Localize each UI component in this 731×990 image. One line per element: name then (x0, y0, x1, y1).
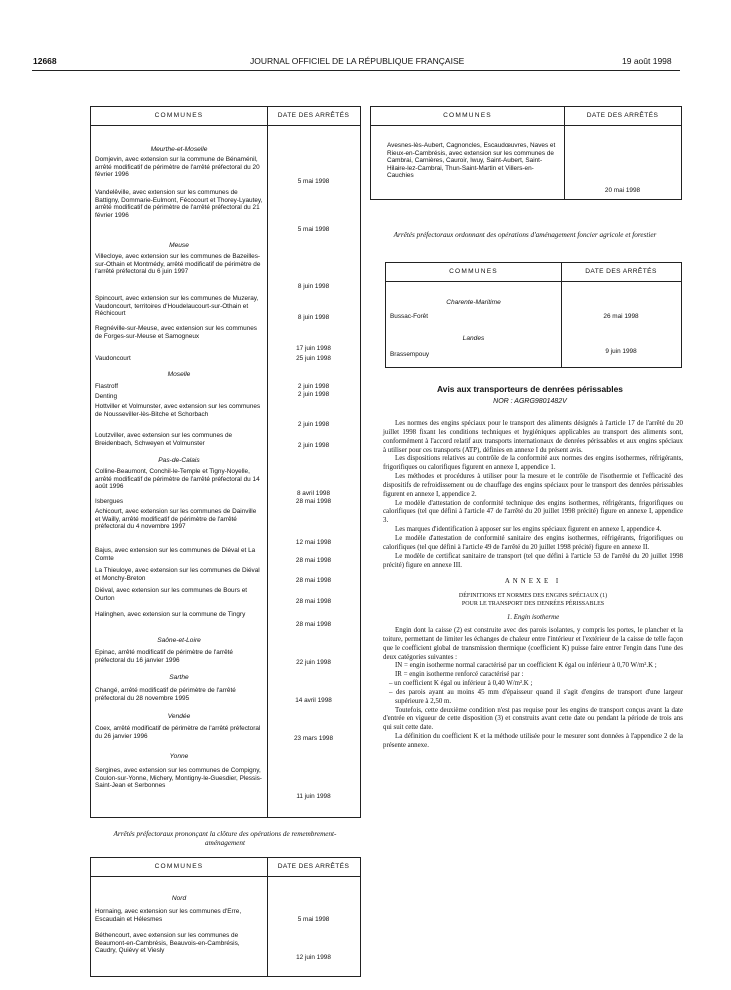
paragraph: IR = engin isotherme renforcé caractérisé par : (395, 671, 524, 679)
list-item: – des parois ayant au moins 45 mm d'épaisseur quand il s'agit d'engins de transport d'une largeur supérieure à 2,50 m. (389, 688, 683, 705)
row-date: 26 mai 1998 (603, 313, 639, 320)
avis-title: Avis aux transporteurs de denrées périssables (437, 384, 623, 394)
section-label: Nord (171, 895, 187, 902)
table-row: Brassempouy (390, 351, 430, 358)
row-date: 11 juin 1998 (296, 793, 331, 800)
row-date: 2 juin 1998 (297, 383, 330, 390)
row-date: 8 juin 1998 (297, 283, 330, 290)
paragraph: Les normes des engins spéciaux pour le transport des aliments désignés à l'article 17 de l'arrêté du 20 juillet 1998 fixant les conditions techniques et hygiéniques applicables au transport des aliments sont, conformément à l'accord relatif aux transports internationaux de denrées périssables et aux engins spéciaux à utiliser pour ces transports (ATP), définies en annexe I du présent avis. (383, 420, 683, 454)
row-date: 12 mai 1998 (295, 539, 332, 546)
avis-nor: NOR : AGRG9801482V (493, 398, 567, 405)
paragraph: La définition du coefficient K et la méthode utilisée pour le mesurer sont données à l'appendice 2 de la présente annexe. (383, 733, 683, 749)
section-label: Charente-Maritime (446, 299, 501, 306)
row-date: 28 mai 1998 (295, 498, 332, 505)
col-header-date: DATE DES ARRÊTÉS (561, 263, 681, 282)
col-header-communes: COMMUNES (91, 107, 267, 126)
row-date: 9 juin 1998 (605, 348, 637, 355)
table-cloture (90, 857, 361, 977)
row-date: 14 avril 1998 (295, 697, 332, 704)
row-date: 28 mai 1998 (295, 577, 332, 584)
section-label: Yonne (169, 753, 189, 760)
table-row: Denting (95, 393, 118, 400)
row-date: 22 juin 1998 (296, 659, 331, 666)
paragraph: Le modèle de certificat sanitaire de transport (tel que défini à l'article 53 de l'arrêté du 20 juillet 1998 précité) figure en annexe III. (383, 552, 683, 569)
row-date: 17 juin 1998 (296, 345, 331, 352)
section-title: 1. Engin isotherme (506, 614, 560, 622)
table-row: Vaudoncourt (95, 355, 131, 362)
col-header-date: DATE DES ARRÊTÉS (267, 107, 360, 126)
row-date: 28 mai 1998 (295, 598, 332, 605)
column-divider (267, 107, 268, 817)
row-date: 5 mai 1998 (297, 178, 330, 185)
paragraph: Les marques d'identification à apposer sur les engins spéciaux figurent en annexe I, appendice 4. (395, 526, 662, 534)
annexe-subtitle: POUR LE TRANSPORT DES DENRÉES PÉRISSABLES (461, 600, 605, 607)
col-header-communes: COMMUNES (371, 107, 564, 126)
caption-cloture: Arrêtés préfectoraux prononçant la clôture des opérations de remembrement-aménagement (113, 830, 337, 847)
paragraph: Engin dont la caisse (2) est construite avec des parois isolantes, y compris les portes, le plancher et la toiture, permettant de limiter les échanges de chaleur entre l'intérieur et l'extérieur de la caisse de telle façon que le coefficient global de transmission thermique (coefficient K) puisse faire entrer l'engin dans l'une des deux catégories suivantes : (383, 627, 683, 661)
avis-body (383, 420, 683, 751)
section-label: Meurthe-et-Moselle (150, 146, 208, 153)
table-cloture-cont (370, 106, 682, 200)
table-row: Villecloye, avec extension sur les communes de Bazeilles-sur-Othain et Montmédy, arrêté modificatif de périmètre de l'arrêté préfectoral du 6 juin 1997 (95, 253, 261, 276)
section-label: Pas-de-Calais (158, 457, 200, 464)
paragraph: IN = engin isotherme normal caractérisé par un coefficient K égal ou inférieur à 0,70 W/m².K ; (395, 662, 657, 670)
table-row: Hottviller et Volmunster, avec extension sur les communes de Nousseviller-lès-Bitche et Schorbach (95, 403, 261, 418)
section-label: Saône-et-Loire (157, 637, 201, 644)
list-item-text: un coefficient K égal ou inférieur à 0,40 W/m².K ; (394, 680, 533, 688)
table-row: Flastroff (95, 383, 118, 390)
row-date: 2 juin 1998 (297, 421, 330, 428)
section-label: Landes (462, 335, 485, 342)
row-date: 8 juin 1998 (297, 314, 330, 321)
paragraph: Le modèle d'attestation de conformité sanitaire des engins isothermes, réfrigérants, frigorifiques ou calorifiques (tel que défini à l'article 49 de l'arrêté du 20 juillet 1998 précité) figure en annexe II. (383, 534, 683, 551)
row-date: 12 juin 1998 (296, 954, 331, 961)
header-date: 19 août 1998 (622, 56, 672, 66)
row-date: 2 juin 1998 (297, 442, 330, 449)
row-date: 25 juin 1998 (296, 355, 331, 362)
table-row: La Thieuloye, avec extension sur les communes de Diéval et Monchy-Breton (95, 567, 260, 582)
list-item-text: des parois ayant au moins 45 mm d'épaisseur quand il s'agit d'engins de transport d'une largeur supérieure à 2,50 m. (395, 688, 683, 705)
table-row: Bussac-Forêt (390, 313, 429, 320)
table-row: Halinghen, avec extension sur la commune de Tingry (95, 611, 246, 618)
paragraph: Les dispositions relatives au contrôle de la conformité aux normes des engins isothermes, réfrigérants, frigorifiques ou calorifiques figurent en annexe I, appendice 1. (383, 455, 683, 472)
table-row: Spincourt, avec extension sur les communes de Muzeray, Vaudoncourt, territoires d'Houdelaucourt-sur-Othain et Réchicourt (95, 295, 259, 318)
table-row: Epinac, arrêté modificatif de périmètre de l'arrêté préfectoral du 16 janvier 1996 (95, 649, 233, 664)
row-date: 2 juin 1998 (297, 391, 330, 398)
table-row: Avesnes-lès-Aubert, Cagnoncles, Escaudœuvres, Naves et Rieux-en-Cambrésis, avec extension sur les communes de Cambrai, Carnières, Cauroir, Iwuy, Saint-Aubert, Saint-Hilaire-lez-Cambrai, Thun-Saint-Martin et Villers-en-Cauchies (387, 142, 556, 180)
row-date: 23 mars 1998 (293, 735, 334, 742)
col-header-communes: COMMUNES (386, 263, 561, 282)
caption-amenagement: Arrêtés préfectoraux ordonnant des opérations d'aménagement foncier agricole et forestier (393, 231, 657, 239)
paragraph: Toutefois, cette deuxième condition n'est pas requise pour les engins de transport conçus avant la date d'entrée en vigueur de cette disposition (3) et construits avant cette date ou pendant la période de trois ans qui suit cette date. (383, 706, 683, 732)
table-row: Coex, arrêté modificatif de périmètre de l'arrêté préfectoral du 26 janvier 1996 (95, 725, 261, 740)
table-row: Diéval, avec extension sur les communes de Bours et Ourton (95, 587, 248, 602)
table-row: Domjevin, avec extension sur la commune de Bénaménil, arrêté modificatif de périmètre de l'arrêté préfectoral du 20 février 1996 (95, 156, 260, 179)
table-row: Vandelêville, avec extension sur les communes de Battigny, Dommarie-Eulmont, Fécocourt et Thorey-Lyautey, arrêté modificatif de périmètre de l'arrêté préfectoral du 21 février 1996 (95, 189, 263, 219)
col-header-date: DATE DES ARRÊTÉS (564, 107, 681, 126)
column-divider (564, 107, 565, 199)
header-rule (32, 70, 680, 71)
table-row: Colline-Beaumont, Conchil-le-Temple et Tigny-Noyelle, arrêté modificatif de périmètre de l'arrêté préfectoral du 14 août 1996 (95, 468, 260, 491)
table-amenagement (385, 262, 682, 368)
col-header-date: DATE DES ARRÊTÉS (267, 858, 360, 877)
paragraph: Les méthodes et procédures à utiliser pour la mesure et le contrôle de l'isothermie et l'efficacité des dispositifs de refroidissement ou de chauffage des engins spéciaux pour le transport des denrées périssables figurent en annexe I, appendice 2. (383, 473, 683, 498)
table-row: Sergines, avec extension sur les communes de Compigny, Coulon-sur-Yonne, Michery, Montigny-le-Guesdier, Plessis-Saint-Jean et Serbonnes (95, 767, 262, 790)
table-row: Bajus, avec extension sur les communes de Diéval et La Comte (95, 547, 256, 562)
list-item: – un coefficient K égal ou inférieur à 0,40 W/m².K ; (389, 680, 533, 688)
table-row: Regnéville-sur-Meuse, avec extension sur les communes de Forges-sur-Meuse et Samogneux (95, 325, 257, 340)
table-row: Changé, arrêté modificatif de périmètre de l'arrêté préfectoral du 28 novembre 1995 (95, 687, 236, 702)
page-header (0, 56, 731, 68)
annexe-subtitle: DÉFINITIONS ET NORMES DES ENGINS SPÉCIAUX (1) (458, 593, 608, 600)
row-date: 5 mai 1998 (297, 916, 330, 923)
table-row: Isbergues (95, 498, 124, 505)
table-row: Achicourt, avec extension sur les communes de Dainville et Wailly, arrêté modificatif de périmètre de l'arrêté préfectoral du 4 novembre 1997 (95, 508, 257, 531)
page-number: 12668 (33, 56, 57, 66)
col-header-communes: COMMUNES (91, 858, 267, 877)
section-label: Meuse (169, 242, 189, 249)
table-remembrement (90, 106, 361, 818)
row-date: 20 mai 1998 (604, 187, 641, 194)
section-label: Vendée (167, 713, 191, 720)
row-date: 5 mai 1998 (297, 226, 330, 233)
table-row: Hornaing, avec extension sur les communes d'Erre, Escaudain et Hélesmes (95, 908, 242, 923)
paragraph: Le modèle d'attestation de conformité technique des engins isothermes, réfrigérants, frigorifiques ou calorifiques (tel que défini à l'article 47 de l'arrêté du 20 juillet 1998 précité) figure en annexe I, appendice 3. (383, 499, 683, 525)
journal-title: JOURNAL OFFICIEL DE LA RÉPUBLIQUE FRANÇAISE (250, 56, 465, 66)
row-date: 8 avril 1998 (296, 490, 331, 497)
annexe-title: ANNEXE I (504, 578, 562, 586)
section-label: Sarthe (169, 674, 189, 681)
row-date: 28 mai 1998 (295, 557, 332, 564)
table-row: Loutzviller, avec extension sur les communes de Breidenbach, Schweyen et Volmunster (95, 432, 233, 447)
table-row: Béthencourt, avec extension sur les communes de Beaumont-en-Cambrésis, Beauvois-en-Cambrésis, Caudry, Quiévy et Viesly (95, 932, 240, 955)
row-date: 28 mai 1998 (295, 621, 332, 628)
section-label: Moselle (167, 371, 191, 378)
